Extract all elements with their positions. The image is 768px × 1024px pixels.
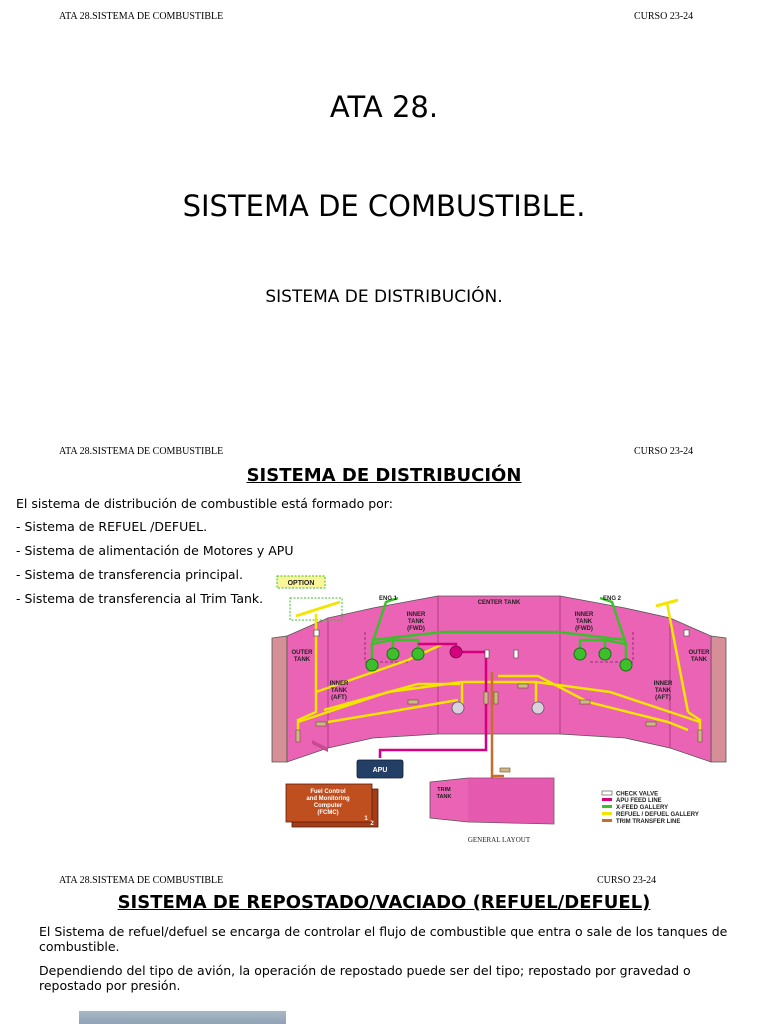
left-outer-edge	[272, 636, 287, 762]
page1-section: SISTEMA DE DISTRIBUCIÓN.	[265, 287, 503, 307]
diagram-caption: GENERAL LAYOUT	[467, 836, 531, 844]
eng2-label: ENG 2	[602, 596, 622, 602]
fuel-distribution-diagram	[268, 572, 730, 848]
inner-fwd-l-3: (FWD)	[407, 626, 425, 632]
page2-title: SISTEMA DE DISTRIBUCIÓN	[246, 465, 522, 486]
inner-aft-l-2: TANK	[330, 688, 348, 694]
page3-header-right: CURSO 23-24	[597, 875, 657, 886]
trim-tank-2: TANK	[436, 794, 452, 800]
right-outer-tank	[670, 618, 711, 762]
page3-paragraph-2: Dependiendo del tipo de avión, la operación de repostado puede ser del tipo; repostado por gravedad o repostado por presión.	[39, 963, 691, 993]
inner-aft-l-3: (AFT)	[331, 695, 347, 701]
page2-header-right: CURSO 23-24	[634, 446, 694, 457]
fcmc-line-4: (FCMC)	[317, 810, 339, 816]
outer-l-1: OUTER	[291, 650, 313, 656]
page3-header-left: ATA 28.SISTEMA DE COMBUSTIBLE	[59, 875, 224, 886]
center-tank-label: CENTER TANK	[477, 600, 521, 606]
page1-title: ATA 28.	[329, 90, 439, 124]
page3-paragraph-1: El Sistema de refuel/defuel se encarga de controlar el flujo de combustible que entra o sale de los tanques de combustible.	[39, 924, 728, 954]
fcmc-line-2: and Monitoring	[306, 796, 350, 802]
inner-aft-l-1: INNER	[329, 681, 349, 687]
page2-header-left: ATA 28.SISTEMA DE COMBUSTIBLE	[59, 446, 224, 457]
outer-r-2: TANK	[690, 657, 708, 663]
list-item: - Sistema de REFUEL /DEFUEL.	[16, 519, 208, 534]
page3-photo	[79, 1011, 286, 1024]
inner-aft-r-1: INNER	[653, 681, 673, 687]
fcmc-line-3: Computer	[313, 803, 343, 809]
apu-label: APU	[372, 767, 388, 774]
fcmc-line-1: Fuel Control	[310, 789, 346, 795]
page1-subtitle: SISTEMA DE COMBUSTIBLE.	[182, 189, 586, 223]
list-item: - Sistema de transferencia al Trim Tank.	[16, 591, 264, 606]
diagram-legend	[602, 791, 699, 825]
fcmc-num-2: 2	[370, 821, 374, 827]
legend-check-valve: CHECK VALVE	[616, 791, 659, 798]
page3-title: SISTEMA DE REPOSTADO/VACIADO (REFUEL/DEFUEL)	[117, 892, 651, 913]
list-item: - Sistema de alimentación de Motores y APU	[16, 543, 294, 558]
right-outer-edge	[711, 636, 726, 762]
page1-header-left: ATA 28.SISTEMA DE COMBUSTIBLE	[59, 11, 224, 22]
inner-fwd-r-3: (FWD)	[575, 626, 593, 632]
list-item: - Sistema de transferencia principal.	[16, 567, 243, 582]
inner-fwd-r-2: TANK	[575, 619, 593, 625]
option-label: OPTION	[287, 580, 315, 587]
eng1-label: ENG 1	[378, 596, 398, 602]
legend-xfeed: X-FEED GALLERY	[616, 805, 669, 811]
page1-header-right: CURSO 23-24	[634, 11, 694, 22]
outer-l-2: TANK	[293, 657, 311, 663]
inner-aft-r-3: (AFT)	[655, 695, 671, 701]
legend-trim: TRIM TRANSFER LINE	[616, 819, 681, 825]
legend-apu-feed: APU FEED LINE	[616, 798, 662, 804]
trim-tank-1: TRIM	[437, 787, 451, 793]
page2-intro: El sistema de distribución de combustible está formado por:	[16, 496, 393, 511]
outer-r-1: OUTER	[688, 650, 710, 656]
fcmc-num-1: 1	[364, 816, 368, 822]
legend-refuel: REFUEL / DEFUEL GALLERY	[616, 812, 699, 818]
inner-aft-r-2: TANK	[654, 688, 672, 694]
inner-fwd-l-2: TANK	[407, 619, 425, 625]
page2-list	[16, 519, 293, 615]
inner-fwd-l-1: INNER	[406, 612, 426, 618]
inner-fwd-r-1: INNER	[574, 612, 594, 618]
